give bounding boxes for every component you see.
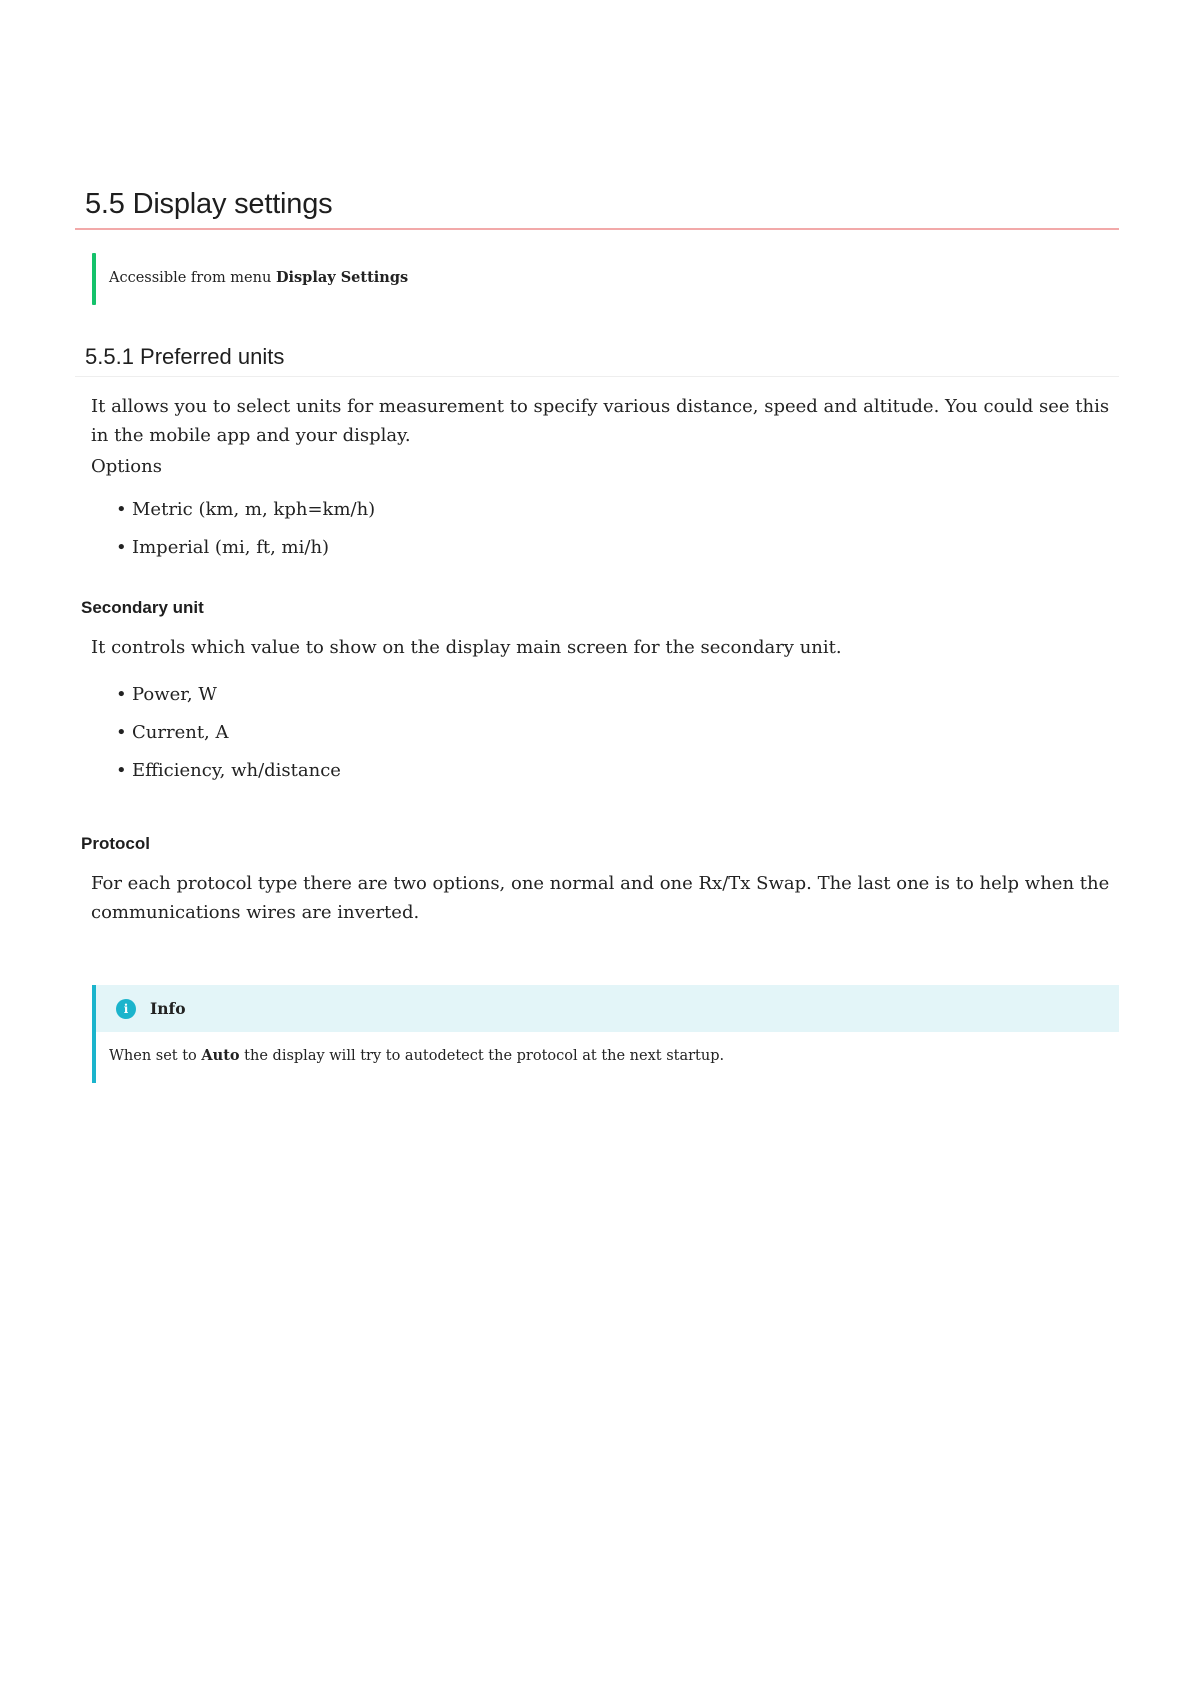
- section-title: 5.5 Display settings: [85, 188, 333, 220]
- bullet-icon: •: [116, 499, 127, 520]
- bullet-icon: •: [116, 684, 127, 705]
- list-item: [116, 498, 375, 522]
- info-admonition: [92, 985, 1119, 1083]
- info-body-emphasis: Auto: [201, 1047, 240, 1064]
- note-text: [109, 269, 408, 286]
- preferred-units-description: It allows you to select units for measurement to specify various distance, speed and altitude. You could see this in the mobile app and your display.: [91, 396, 1110, 446]
- info-body: [109, 1047, 724, 1064]
- list-item: [116, 759, 341, 783]
- list-item-text: Metric (km, m, kph=km/h): [132, 499, 376, 520]
- info-icon: i: [116, 999, 136, 1019]
- preferred-units-title: 5.5.1 Preferred units: [85, 344, 285, 369]
- bullet-icon: •: [116, 722, 127, 743]
- info-header: [96, 985, 1119, 1032]
- list-item-text: Efficiency, wh/distance: [132, 760, 341, 781]
- info-body-prefix: When set to: [109, 1048, 202, 1064]
- preferred-units-divider: [75, 376, 1119, 377]
- info-body-suffix: the display will try to autodetect the protocol at the next startup.: [239, 1048, 725, 1064]
- list-item-text: Current, A: [132, 722, 229, 743]
- secondary-unit-title: Secondary unit: [81, 598, 204, 617]
- note-menu-name: Display Settings: [275, 269, 409, 286]
- secondary-unit-description: It controls which value to show on the display main screen for the secondary unit.: [91, 637, 842, 658]
- bullet-icon: •: [116, 760, 127, 781]
- list-item-text: Imperial (mi, ft, mi/h): [132, 537, 330, 558]
- note-prefix: Accessible from menu: [109, 270, 276, 286]
- list-item: [116, 536, 329, 560]
- list-item: [116, 721, 229, 745]
- section-title-divider: [75, 228, 1119, 230]
- bullet-icon: •: [116, 537, 127, 558]
- info-title: Info: [150, 999, 186, 1018]
- list-item-text: Power, W: [132, 684, 217, 705]
- protocol-title: Protocol: [81, 834, 150, 853]
- note-accent-bar: [92, 253, 96, 305]
- menu-access-note: [92, 253, 692, 305]
- list-item: [116, 683, 217, 707]
- options-label: Options: [91, 456, 162, 477]
- protocol-description: For each protocol type there are two options, one normal and one Rx/Tx Swap. The last one is to help when the communications wires are inverted.: [91, 873, 1110, 923]
